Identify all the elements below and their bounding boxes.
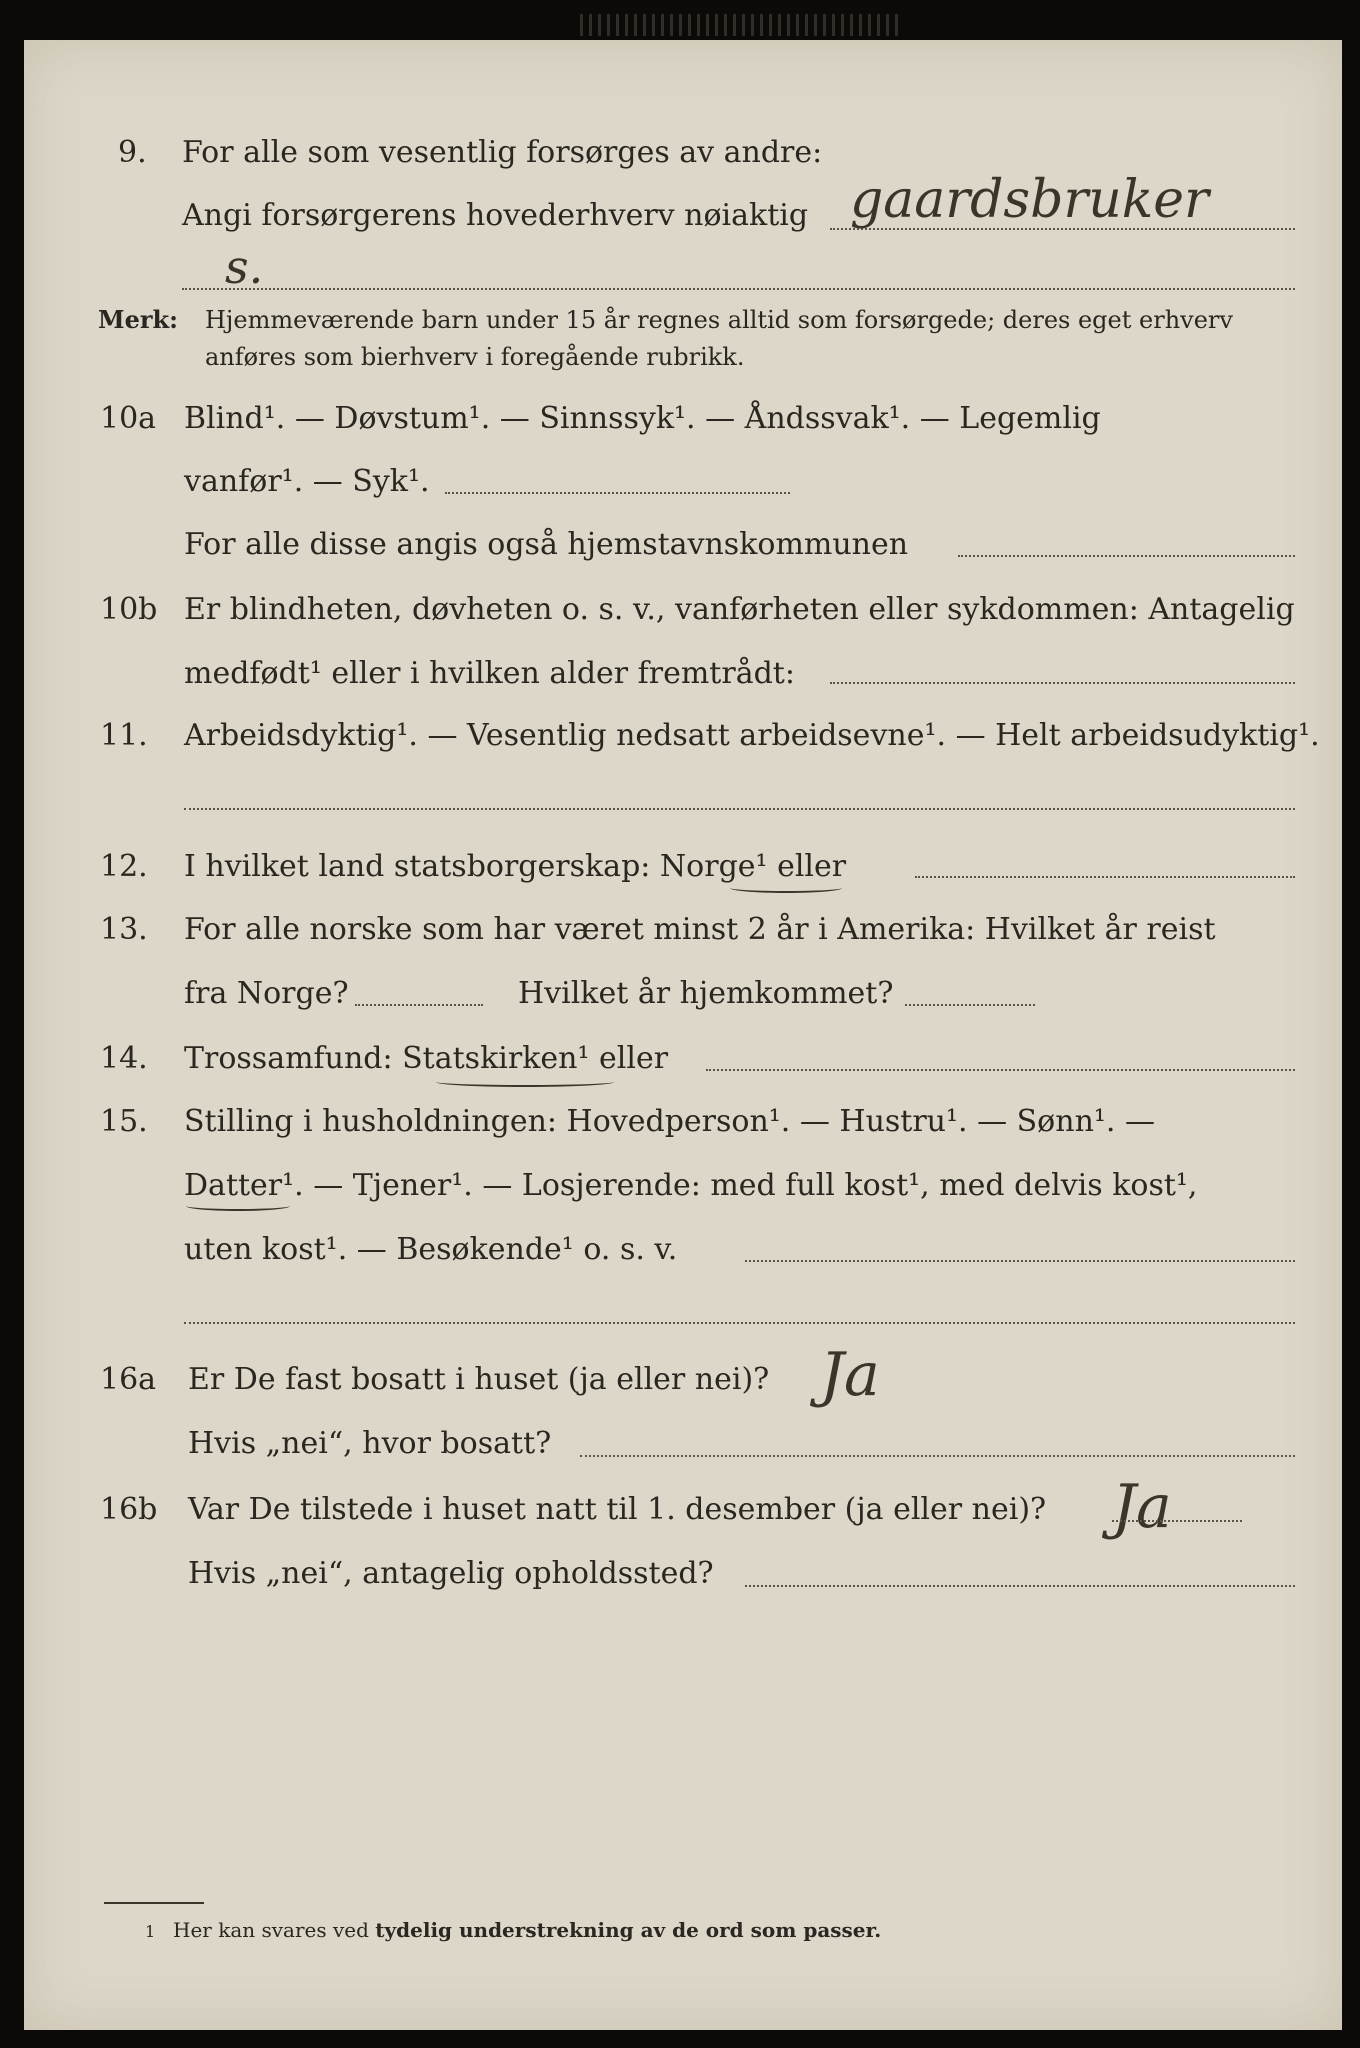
- q12-line1: I hvilket land statsborgerskap: Norge¹ eller: [184, 849, 847, 884]
- q9-line1: For alle som vesentlig forsørges av andre:: [182, 135, 823, 170]
- q15-datter-underline: [186, 1201, 290, 1211]
- merk-line2: anføres som bierhverv i foregående rubrikk.: [205, 343, 745, 371]
- q10a-line3: For alle disse angis også hjemstavnskommunen: [184, 527, 909, 562]
- q13-line2b: Hvilket år hjemkommet?: [518, 976, 894, 1011]
- q12-answer-line: [915, 876, 1295, 878]
- q13-number: 13.: [100, 912, 148, 947]
- q16b-line2: Hvis „nei“, antagelig opholdssted?: [188, 1556, 714, 1591]
- merk-label: Merk:: [98, 305, 178, 334]
- q13-reist-answer-line: [355, 1004, 483, 1006]
- q10a-line1: Blind¹. — Døvstum¹. — Sinnssyk¹. — Åndssvak¹. — Legemlig: [184, 401, 1101, 436]
- q10a-answer-line1: [445, 492, 790, 494]
- q16b-answer-line: [1112, 1520, 1242, 1522]
- q10b-line2: medfødt¹ eller i hvilken alder fremtrådt:: [184, 656, 795, 691]
- q14-number: 14.: [100, 1041, 148, 1076]
- q15-line3: uten kost¹. — Besøkende¹ o. s. v.: [184, 1232, 678, 1267]
- footnote-text-bold: tydelig understrekning av de ord som passer.: [375, 1918, 882, 1942]
- q15-line2: Datter¹. — Tjener¹. — Losjerende: med full kost¹, med delvis kost¹,: [184, 1168, 1198, 1203]
- q10a-answer-line2: [958, 555, 1295, 557]
- q10b-answer-line: [830, 682, 1295, 684]
- q10b-number: 10b: [100, 592, 158, 627]
- q12-number: 12.: [100, 849, 148, 884]
- q16b-number: 16b: [100, 1492, 158, 1527]
- q9-line2: Angi forsørgerens hovederhverv nøiaktig: [182, 198, 809, 233]
- q11-answer-line: [184, 808, 1295, 810]
- q10a-line2: vanfør¹. — Syk¹.: [184, 464, 430, 499]
- q15-number: 15.: [100, 1104, 148, 1139]
- q14-statskirken-underline: [436, 1077, 614, 1087]
- q11-line1: Arbeidsdyktig¹. — Vesentlig nedsatt arbeidsevne¹. — Helt arbeidsudyktig¹.: [184, 718, 1320, 753]
- q16a-line1: Er De fast bosatt i huset (ja eller nei)?: [188, 1362, 770, 1397]
- footnote-rule: [104, 1902, 204, 1904]
- footnote-text: [173, 1912, 881, 1948]
- q16b-answer-handwriting: Ja: [1112, 1472, 1172, 1542]
- footnote-text-plain: Her kan svares ved: [173, 1918, 369, 1942]
- q13-hjemkommet-answer-line: [905, 1004, 1035, 1006]
- q11-number: 11.: [100, 718, 148, 753]
- q12-norge-underline: [730, 883, 842, 893]
- q16b-answer-line2: [745, 1585, 1295, 1587]
- merk-line1: Hjemmeværende barn under 15 år regnes alltid som forsørgede; deres eget erhverv: [205, 306, 1233, 334]
- q16b-line1: Var De tilstede i huset natt til 1. desember (ja eller nei)?: [188, 1492, 1047, 1527]
- q10b-line1: Er blindheten, døvheten o. s. v., vanførheten eller sykdommen: Antagelig: [184, 592, 1295, 627]
- q9-answer-handwriting: gaardsbruker: [850, 170, 1209, 230]
- footnote-mark: 1: [145, 1922, 156, 1941]
- q16a-answer-line: [580, 1455, 1295, 1457]
- q15-line1: Stilling i husholdningen: Hovedperson¹. — Hustru¹. — Sønn¹. —: [184, 1104, 1155, 1139]
- q16a-line2: Hvis „nei“, hvor bosatt?: [188, 1426, 552, 1461]
- q9-answer-handwriting-2: s.: [225, 240, 264, 294]
- q13-line1: For alle norske som har været minst 2 år i Amerika: Hvilket år reist: [184, 912, 1216, 947]
- q9-answer-line2: [182, 288, 1295, 290]
- q16a-answer-handwriting: Ja: [820, 1340, 880, 1410]
- q13-line2a: fra Norge?: [184, 976, 349, 1011]
- q15-answer-line2: [184, 1322, 1295, 1324]
- q15-answer-line1: [745, 1260, 1295, 1262]
- q9-number: 9.: [118, 135, 147, 170]
- q16a-number: 16a: [100, 1362, 157, 1397]
- q10a-number: 10a: [100, 401, 157, 436]
- q14-answer-line: [706, 1069, 1295, 1071]
- q14-line1: Trossamfund: Statskirken¹ eller: [184, 1041, 669, 1076]
